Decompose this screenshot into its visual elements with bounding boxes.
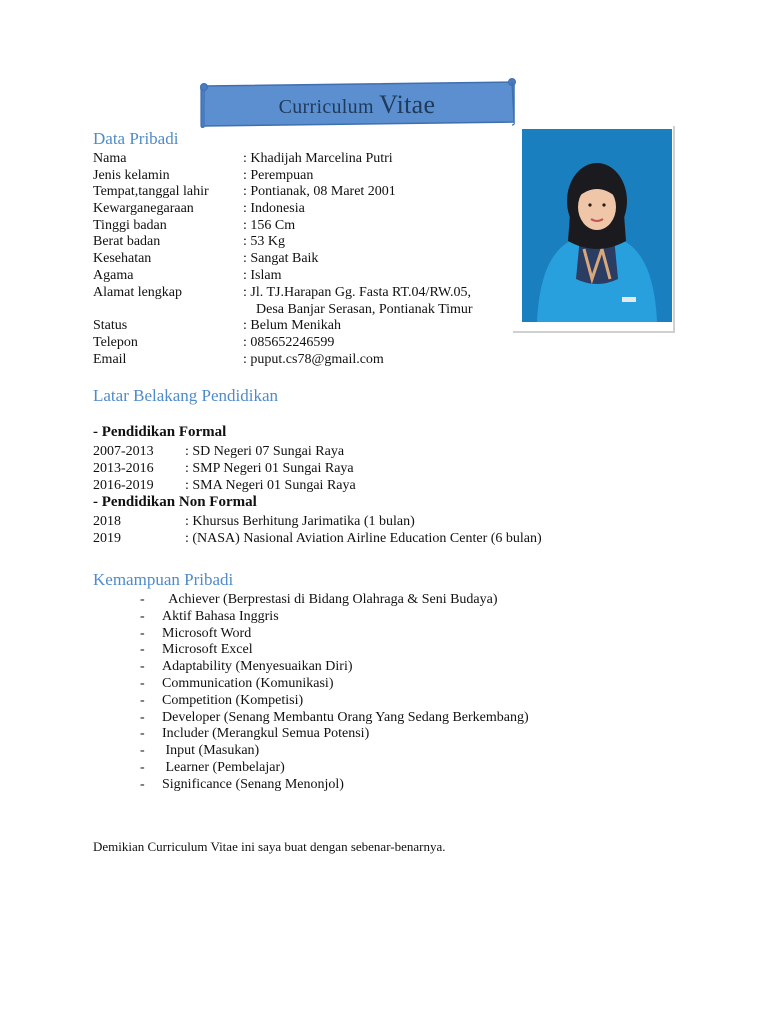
bullet-dash: -: [140, 710, 145, 725]
row-value: : puput.cs78@gmail.com: [243, 352, 384, 367]
skill-text: Input (Masukan): [162, 743, 260, 758]
row-label: Tinggi badan: [93, 218, 167, 233]
row-label: Kesehatan: [93, 251, 152, 266]
row-value: : Khadijah Marcelina Putri: [243, 151, 393, 166]
row-value: : Pontianak, 08 Maret 2001: [243, 184, 396, 199]
skill-text: Achiever (Berprestasi di Bidang Olahraga & Seni Budaya): [162, 592, 498, 607]
row-label: Status: [93, 318, 128, 333]
bullet-dash: -: [140, 693, 145, 708]
closing-statement: Demikian Curriculum Vitae ini saya buat dengan sebenar-benarnya.: [93, 839, 446, 854]
skill-text: Includer (Merangkul Semua Potensi): [162, 726, 370, 741]
row-label: Berat badan: [93, 234, 161, 249]
row-value: Desa Banjar Serasan, Pontianak Timur: [256, 302, 473, 317]
skill-text: Adaptability (Menyesuaikan Diri): [162, 659, 353, 674]
skill-text: Communication (Komunikasi): [162, 676, 334, 691]
edu-course: : (NASA) Nasional Aviation Airline Education Center (6 bulan): [185, 531, 542, 546]
skill-text: Microsoft Excel: [162, 642, 253, 657]
bullet-dash: -: [140, 760, 145, 775]
row-value: : Indonesia: [243, 201, 305, 216]
edu-year: 2007-2013: [93, 444, 154, 459]
page-title: [196, 90, 518, 120]
skill-text: Developer (Senang Membantu Orang Yang Sedang Berkembang): [162, 710, 529, 725]
title-part2: Vitae: [379, 90, 436, 119]
row-label: Tempat,tanggal lahir: [93, 184, 209, 199]
bullet-dash: -: [140, 659, 145, 674]
portrait-image: [522, 129, 672, 322]
skill-text: Microsoft Word: [162, 626, 252, 641]
bullet-dash: -: [140, 609, 145, 624]
personal-heading: Data Pribadi: [93, 129, 179, 148]
row-value: : Jl. TJ.Harapan Gg. Fasta RT.04/RW.05,: [243, 285, 471, 300]
bullet-dash: -: [140, 626, 145, 641]
edu-year: 2013-2016: [93, 461, 154, 476]
title-banner: [196, 78, 518, 130]
bullet-dash: -: [140, 777, 145, 792]
edu-school: : SD Negeri 07 Sungai Raya: [185, 444, 345, 459]
profile-photo: [513, 126, 675, 333]
edu-year: 2016-2019: [93, 478, 154, 493]
row-label: Nama: [93, 151, 127, 166]
edu-year: 2019: [93, 531, 121, 546]
bullet-dash: -: [140, 676, 145, 691]
skill-text: Competition (Kompetisi): [162, 693, 304, 708]
row-value: : Perempuan: [243, 168, 314, 183]
row-label: Telepon: [93, 335, 138, 350]
row-value: : 085652246599: [243, 335, 335, 350]
row-value: : Islam: [243, 268, 282, 283]
row-label: Agama: [93, 268, 134, 283]
skill-text: Aktif Bahasa Inggris: [162, 609, 279, 624]
bullet-dash: -: [140, 726, 145, 741]
bullet-dash: -: [140, 743, 145, 758]
nonformal-heading: - Pendidikan Non Formal: [93, 494, 257, 510]
bullet-dash: -: [140, 642, 145, 657]
edu-year: 2018: [93, 514, 121, 529]
bullet-dash: -: [140, 592, 145, 607]
row-value: : 156 Cm: [243, 218, 296, 233]
row-label: Alamat lengkap: [93, 285, 183, 300]
row-value: : Belum Menikah: [243, 318, 341, 333]
row-value: : 53 Kg: [243, 234, 285, 249]
skill-text: Significance (Senang Menonjol): [162, 777, 344, 792]
skill-text: Learner (Pembelajar): [162, 760, 285, 775]
edu-course: : Khursus Berhitung Jarimatika (1 bulan): [185, 514, 415, 529]
edu-school: : SMA Negeri 01 Sungai Raya: [185, 478, 356, 493]
row-label: Kewarganegaraan: [93, 201, 194, 216]
row-label: Email: [93, 352, 127, 367]
education-heading: Latar Belakang Pendidikan: [93, 386, 279, 405]
edu-school: : SMP Negeri 01 Sungai Raya: [185, 461, 354, 476]
row-value: : Sangat Baik: [243, 251, 319, 266]
title-part1: Curriculum: [278, 96, 380, 118]
skills-heading: Kemampuan Pribadi: [93, 570, 234, 589]
formal-heading: - Pendidikan Formal: [93, 424, 227, 440]
row-label: Jenis kelamin: [93, 168, 170, 183]
